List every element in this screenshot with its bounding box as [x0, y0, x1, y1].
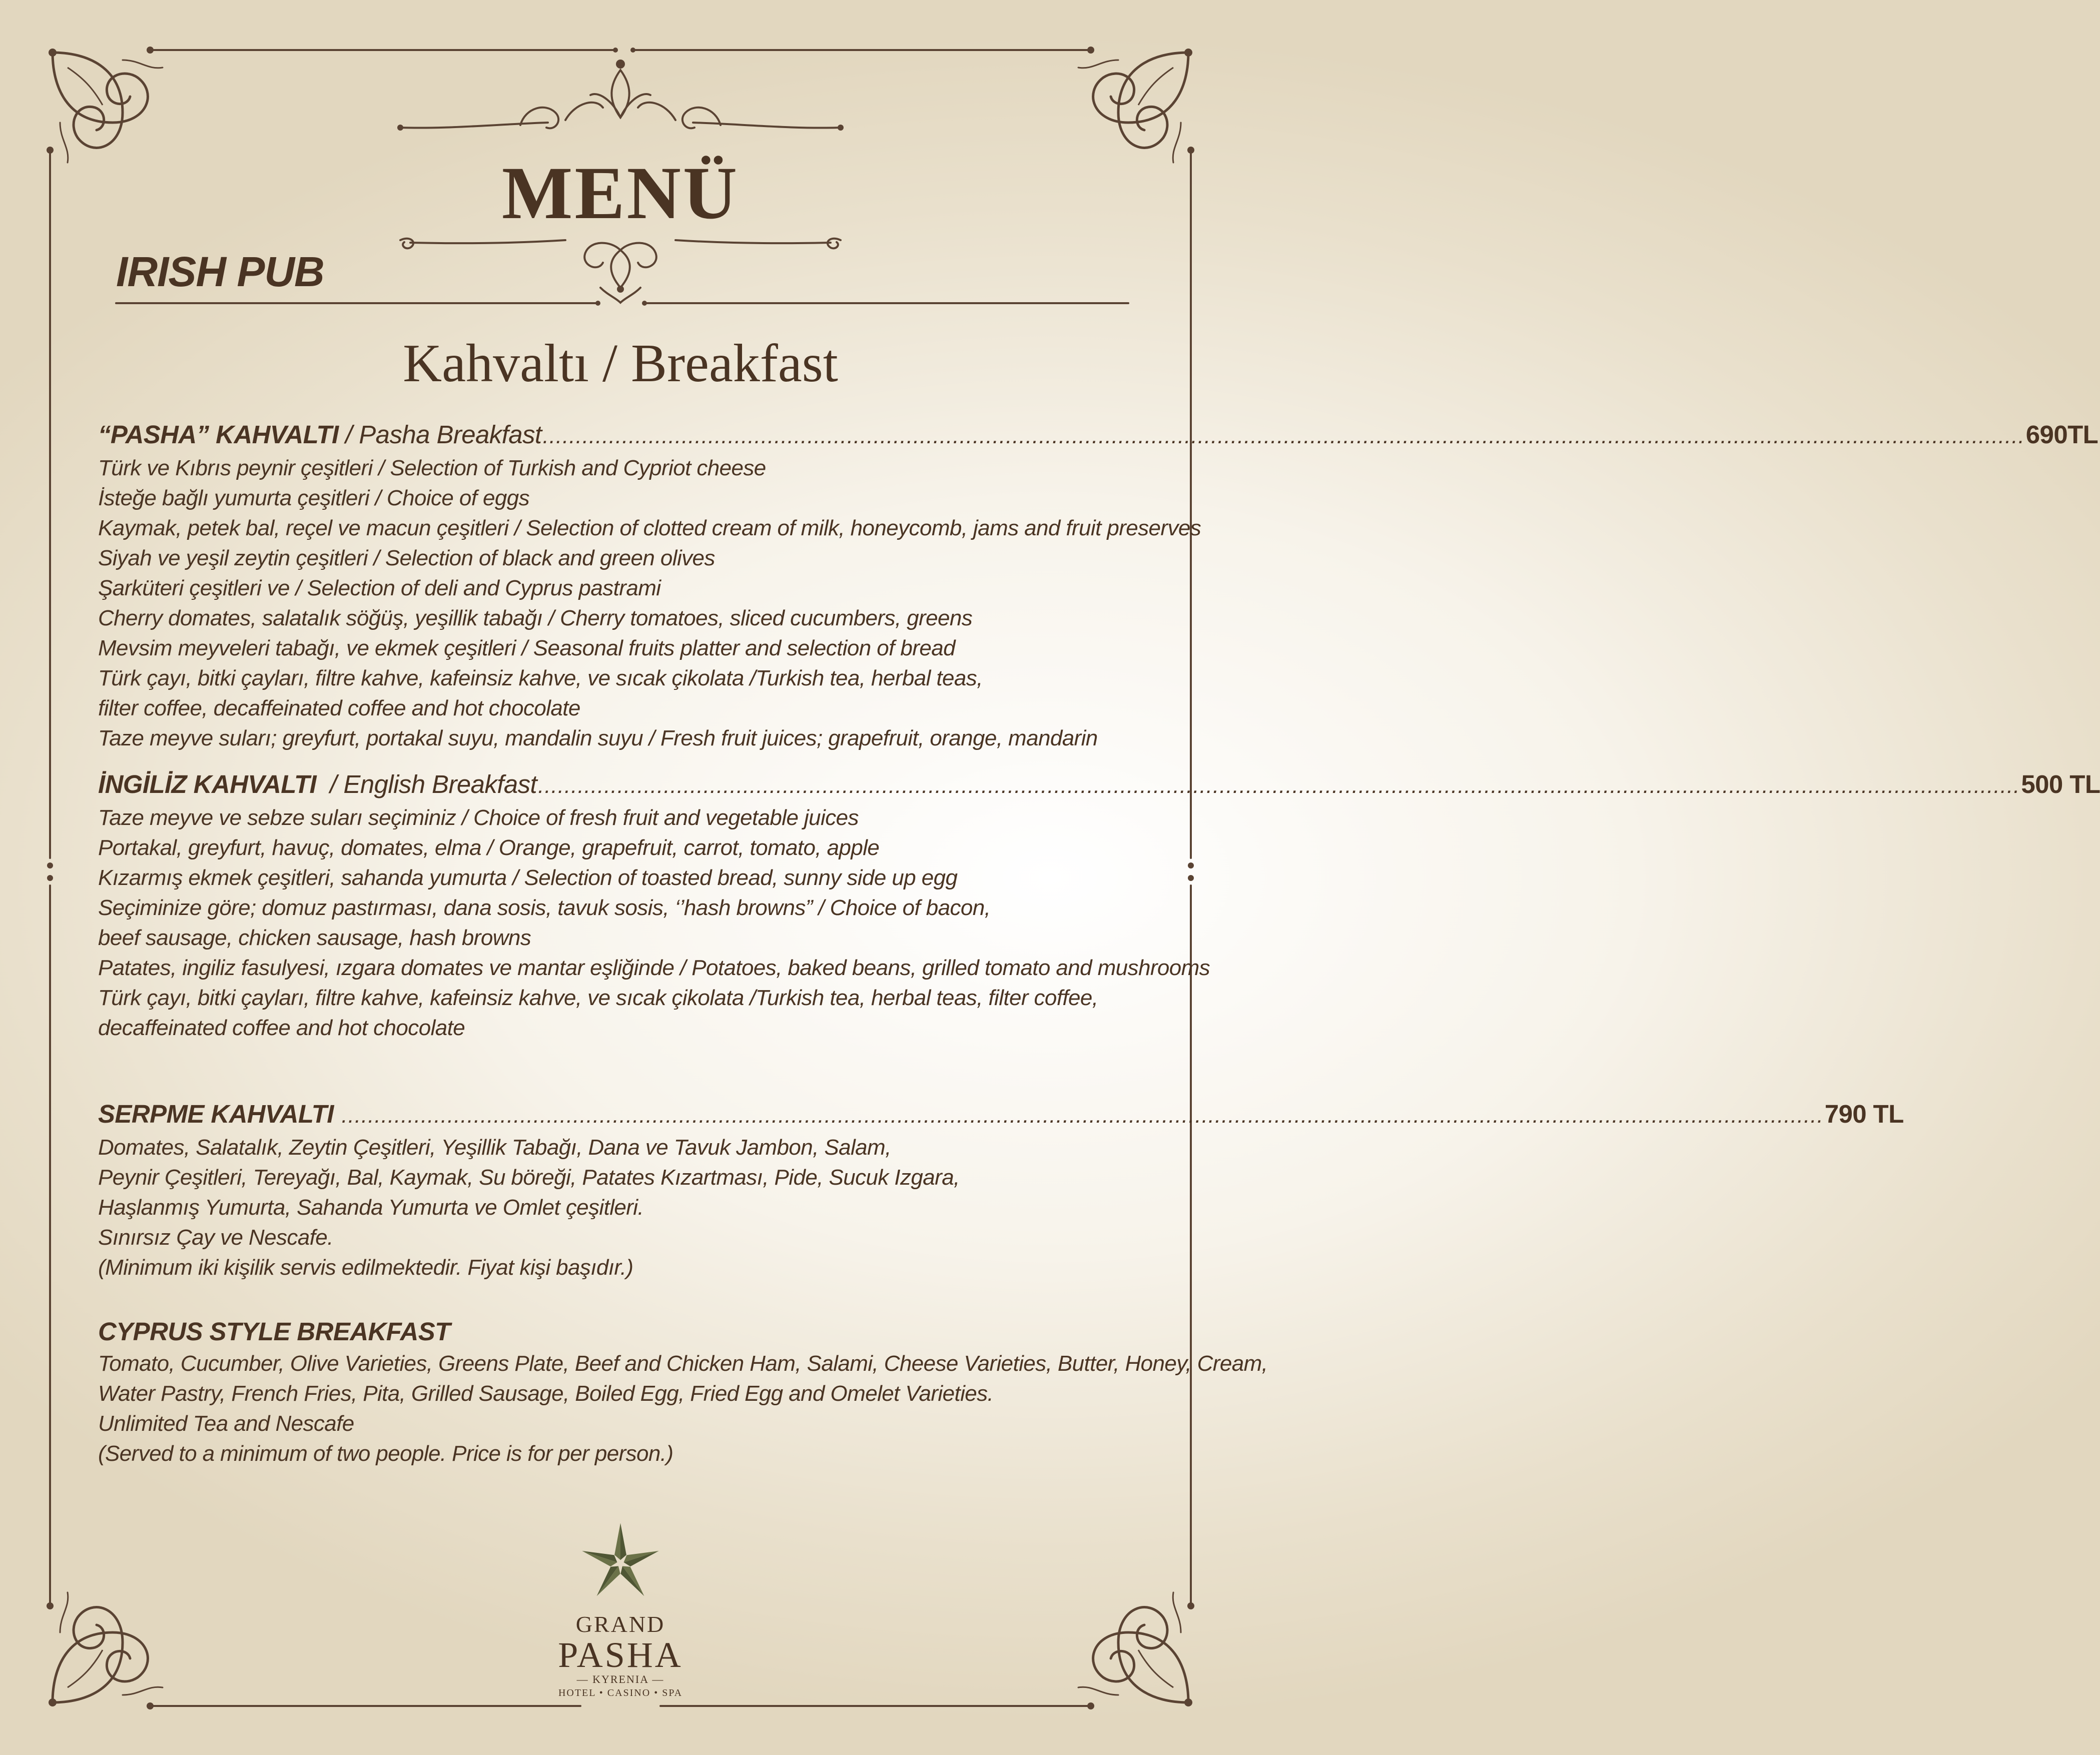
item-price: 690TL: [2025, 420, 2098, 449]
item-header: [98, 1315, 1144, 1349]
description-line: Cherry domates, salatalık söğüş, yeşillik tabağı / Cherry tomatoes, sliced cucumbers, greens: [98, 606, 973, 630]
description-line: Haşlanmış Yumurta, Sahanda Yumurta ve Omlet çeşitleri.: [98, 1195, 644, 1220]
description-line: Peynir Çeşitleri, Tereyağı, Bal, Kaymak, Su böreği, Patates Kızartması, Pide, Sucuk Izgara,: [98, 1165, 960, 1190]
description-line: Türk çayı, bitki çayları, filtre kahve, kafeinsiz kahve, ve sıcak çikolata /Turkish tea, herbal teas, filter coffee,: [98, 986, 1098, 1010]
brand-line-3: — KYRENIA —: [576, 1673, 664, 1685]
description-line: filter coffee, decaffeinated coffee and hot chocolate: [98, 696, 580, 720]
description-line: Kızarmış ekmek çeşitleri, sahanda yumurta / Selection of toasted bread, sunny side up egg: [98, 865, 958, 890]
description-line: Şarküteri çeşitleri ve / Selection of deli and Cyprus pastrami: [98, 576, 661, 600]
item-price: 500 TL: [2021, 770, 2100, 798]
menu-item-english: [98, 767, 2100, 1043]
description-line: Seçiminize göre; domuz pastırması, dana sosis, tavuk sosis, ‘’hash browns” / Choice of bacon,: [98, 896, 991, 920]
item-header: [98, 1097, 1904, 1133]
star-logo-icon: [578, 1521, 663, 1606]
menu-item-serpme: [98, 1097, 1904, 1283]
description-line: decaffeinated coffee and hot chocolate: [98, 1016, 465, 1040]
description-line: Kaymak, petek bal, reçel ve macun çeşitleri / Selection of clotted cream of milk, honeycomb, jams and fruit preserves: [98, 516, 1201, 540]
item-subtitle: / Pasha Breakfast: [338, 420, 542, 449]
item-header: [98, 767, 2100, 803]
dot-leader: ................................................................................................................................................................................................................................: [341, 1103, 1824, 1128]
description-line: Water Pastry, French Fries, Pita, Grilled Sausage, Boiled Egg, Fried Egg and Omelet Varieties.: [98, 1381, 994, 1406]
item-header: [98, 418, 2098, 453]
item-subtitle: / English Breakfast: [316, 770, 537, 798]
description-line: beef sausage, chicken sausage, hash browns: [98, 926, 531, 950]
item-name: SERPME KAHVALTI: [98, 1100, 341, 1128]
item-name: CYPRUS STYLE BREAKFAST: [98, 1317, 450, 1346]
dot-leader: ................................................................................................................................................................................................................................: [538, 773, 2020, 798]
menu-item-pasha: [98, 418, 2098, 753]
description-line: Domates, Salatalık, Zeytin Çeşitleri, Yeşillik Tabağı, Dana ve Tavuk Jambon, Salam,: [98, 1135, 891, 1160]
description-line: İsteğe bağlı yumurta çeşitleri / Choice of eggs: [98, 486, 530, 510]
item-name: “PASHA” KAHVALTI: [98, 420, 339, 449]
description-line: Patates, ingiliz fasulyesi, ızgara domates ve mantar eşliğinde / Potatoes, baked beans, grilled tomato and mushrooms: [98, 956, 1210, 980]
brand-line-1: GRAND: [575, 1611, 665, 1637]
brand-logo: [0, 1521, 1241, 1699]
description-line: (Served to a minimum of two people. Price is for per person.): [98, 1441, 673, 1466]
description-line: Türk ve Kıbrıs peynir çeşitleri / Selection of Turkish and Cypriot cheese: [98, 456, 766, 480]
description-line: Unlimited Tea and Nescafe: [98, 1411, 354, 1436]
description-line: Taze meyve ve sebze suları seçiminiz / Choice of fresh fruit and vegetable juices: [98, 805, 859, 830]
description-line: Mevsim meyveleri tabağı, ve ekmek çeşitleri / Seasonal fruits platter and selection of bread: [98, 636, 955, 660]
description-line: Tomato, Cucumber, Olive Varieties, Greens Plate, Beef and Chicken Ham, Salami, Cheese Varieties, Butter, Honey, Cream,: [98, 1351, 1268, 1376]
menu-item-cyprus: [98, 1315, 1268, 1469]
description-line: (Minimum iki kişilik servis edilmektedir. Fiyat kişi başıdır.): [98, 1255, 633, 1280]
description-line: Sınırsız Çay ve Nescafe.: [98, 1225, 333, 1250]
description-line: Taze meyve suları; greyfurt, portakal suyu, mandalin suyu / Fresh fruit juices; grapefruit, orange, mandarin: [98, 726, 1098, 750]
description-line: Türk çayı, bitki çayları, filtre kahve, kafeinsiz kahve, ve sıcak çikolata /Turkish tea, herbal teas,: [98, 666, 983, 690]
item-name: İNGİLİZ KAHVALTI: [98, 770, 317, 798]
dot-leader: ................................................................................................................................................................................................................................: [542, 424, 2025, 448]
item-price: 790 TL: [1824, 1100, 1904, 1128]
menu-content: [98, 418, 2100, 1469]
description-line: Portakal, greyfurt, havuç, domates, elma / Orange, grapefruit, carrot, tomato, apple: [98, 835, 880, 860]
section-title: Kahvaltı / Breakfast: [403, 334, 838, 393]
brand-line-2: PASHA: [558, 1635, 683, 1675]
menu-title: MENÜ: [501, 152, 740, 235]
description-line: Siyah ve yeşil zeytin çeşitleri / Selection of black and green olives: [98, 546, 715, 570]
brand-tagline: HOTEL • CASINO • SPA: [558, 1687, 683, 1698]
venue-title: IRISH PUB: [116, 248, 324, 295]
